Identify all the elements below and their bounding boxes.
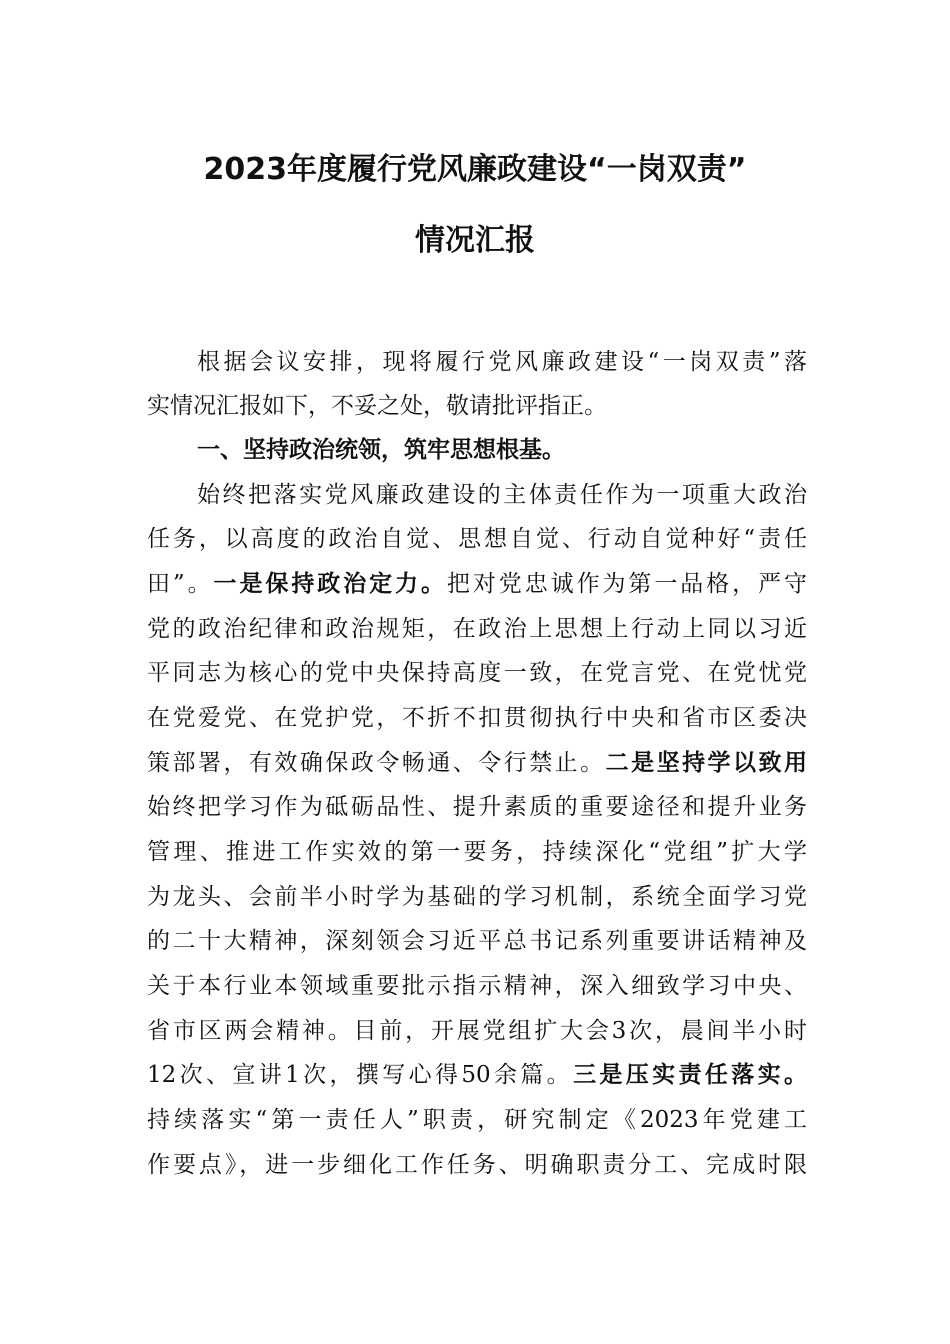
body-line: 为龙头、会前半小时学为基础的学习机制，系统全面学习党	[147, 884, 807, 910]
text-run: 策部署，有效确保政令畅通、令行禁止。	[147, 750, 606, 776]
body-line: 始终把落实党风廉政建设的主体责任作为一项重大政治	[197, 482, 807, 508]
body-line	[147, 748, 807, 778]
body-line: 持续落实“第一责任人”职责，研究制定《2023年党建工	[147, 1107, 807, 1133]
bold-point-2: 二是坚持学以致用	[605, 750, 808, 776]
body-line: 关于本行业本领域重要批示指示精神，深入细致学习中央、	[147, 973, 807, 999]
text-run: 田”。	[147, 571, 214, 597]
body-line: 的二十大精神，深刻领会习近平总书记系列重要讲话精神及	[147, 928, 807, 954]
body-line: 作要点》，进一步细化工作任务、明确职责分工、完成时限	[147, 1152, 807, 1178]
body-line	[147, 1060, 807, 1090]
intro-line: 根据会议安排，现将履行党风廉政建设“一岗双责”落	[197, 349, 807, 375]
body-line: 党的政治纪律和政治规矩，在政治上思想上行动上同以习近	[147, 616, 807, 642]
document-title-line1: 2023年度履行党风廉政建设“一岗双责”	[203, 152, 747, 187]
body-line: 管理、推进工作实效的第一要务，持续深化“党组”扩大学	[147, 839, 807, 865]
section-heading: 一、坚持政治统领，筑牢思想根基。	[197, 437, 565, 463]
body-line: 平同志为核心的党中央保持高度一致，在党言党、在党忧党	[147, 660, 807, 686]
text-run: 12次、宣讲1次，撰写心得50余篇。	[147, 1062, 574, 1088]
text-run: 把对党忠诚作为第一品格，严守	[446, 571, 808, 597]
body-line: 任务，以高度的政治自觉、思想自觉、行动自觉种好“责任	[147, 526, 807, 552]
document-title-line2: 情况汇报	[415, 223, 535, 258]
bold-point-1: 一是保持政治定力。	[213, 571, 447, 597]
body-line: 在党爱党、在党护党，不折不扣贯彻执行中央和省市区委决	[147, 705, 807, 731]
body-line: 省市区两会精神。目前，开展党组扩大会3次，晨间半小时	[147, 1018, 807, 1044]
body-line: 始终把学习作为砥砺品性、提升素质的重要途径和提升业务	[147, 794, 807, 820]
body-line	[147, 569, 807, 599]
bold-point-3: 三是压实责任落实。	[573, 1062, 808, 1088]
intro-line: 实情况汇报如下，不妥之处，敬请批评指正。	[147, 393, 607, 419]
